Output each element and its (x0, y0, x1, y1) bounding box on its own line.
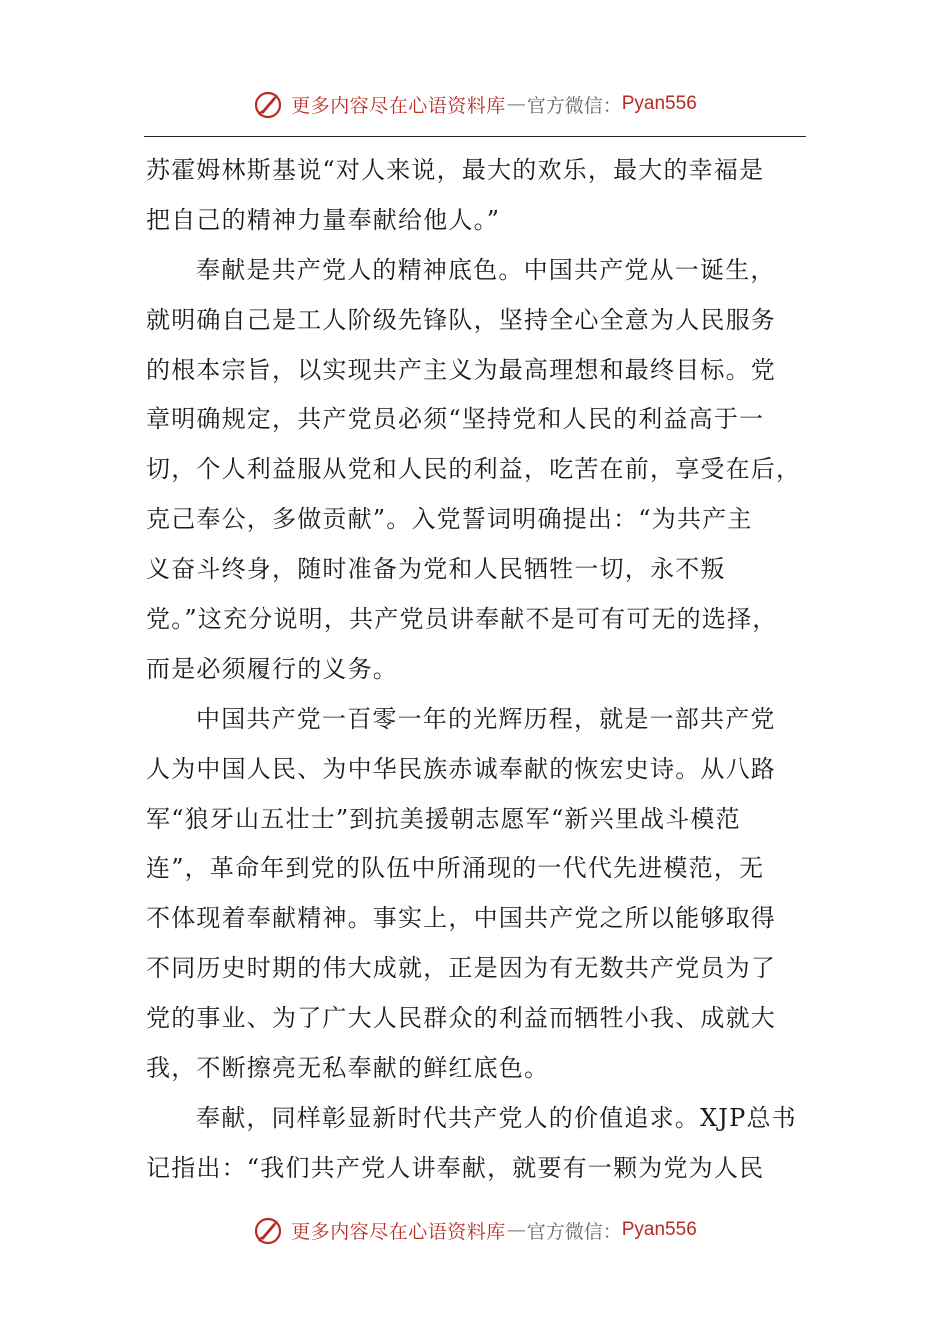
header-wechat-id: Pyan556 (621, 93, 697, 114)
body-line: 苏霍姆林斯基说“对人来说，最大的欢乐，最大的幸福是 (146, 156, 765, 184)
paragraph-start-line: 奉献，同样彰显新时代共产党人的价值追求。XJP总书 (196, 1103, 797, 1132)
body-line: 切，个人利益服从党和人民的利益，吃苦在前，享受在后， (146, 455, 802, 484)
body-line: 军“狼牙山五壮士”到抗美援朝志愿军“新兴里战斗模范 (146, 804, 741, 833)
paragraph-start-line: 中国共产党一百零一年的光辉历程，就是一部共产党 (196, 704, 776, 733)
header-divider (144, 136, 806, 137)
footer-wechat-label: 官方微信： (526, 1220, 622, 1243)
body-line: 而是必须履行的义务。 (146, 654, 398, 683)
body-line: 章明确规定，共产党员必须“坚持党和人民的利益高于一 (146, 405, 765, 434)
body-line: 我，不断擦亮无私奉献的鲜红底色。 (146, 1054, 550, 1083)
header-separator: — (506, 93, 526, 115)
header-brand-text: 更多内容尽在心语资料库 (291, 94, 506, 117)
body-line: 把自己的精神力量奉献给他人。” (146, 205, 501, 234)
body-line: 党的事业、为了广大人民群众的利益而牺牲小我、成就大 (146, 1004, 776, 1033)
page-footer (0, 1210, 950, 1250)
body-line: 连”，革命年到党的队伍中所涌现的一代代先进模范，无 (146, 854, 765, 883)
body-line: 义奋斗终身，随时准备为党和人民牺牲一切，永不叛 (146, 555, 726, 584)
pen-logo-icon (253, 1214, 285, 1246)
paragraph-start-line: 奉献是共产党人的精神底色。中国共产党从一诞生， (196, 255, 776, 284)
body-line: 党。”这充分说明，共产党员讲奉献不是可有可无的选择， (146, 605, 778, 634)
pen-logo-icon (253, 88, 285, 120)
body-line: 不体现着奉献精神。事实上，中国共产党之所以能够取得 (146, 904, 776, 933)
document-body (146, 146, 806, 1194)
footer-brand-text: 更多内容尽在心语资料库 (291, 1220, 506, 1243)
body-line: 人为中国人民、为中华民族赤诚奉献的恢宏史诗。从八路 (146, 754, 776, 783)
footer-separator: — (506, 1219, 526, 1241)
body-line: 就明确自己是工人阶级先锋队，坚持全心全意为人民服务 (146, 305, 776, 334)
page-header (0, 84, 950, 124)
body-line: 记指出：“我们共产党人讲奉献，就要有一颗为党为人民 (146, 1153, 765, 1182)
body-line: 克己奉公，多做贡献”。入党誓词明确提出：“为共产主 (146, 505, 753, 534)
footer-wechat-id: Pyan556 (621, 1219, 697, 1240)
body-line: 不同历史时期的伟大成就，正是因为有无数共产党员为了 (146, 954, 776, 983)
header-wechat-label: 官方微信： (526, 94, 622, 117)
body-line: 的根本宗旨，以实现共产主义为最高理想和最终目标。党 (146, 355, 776, 384)
